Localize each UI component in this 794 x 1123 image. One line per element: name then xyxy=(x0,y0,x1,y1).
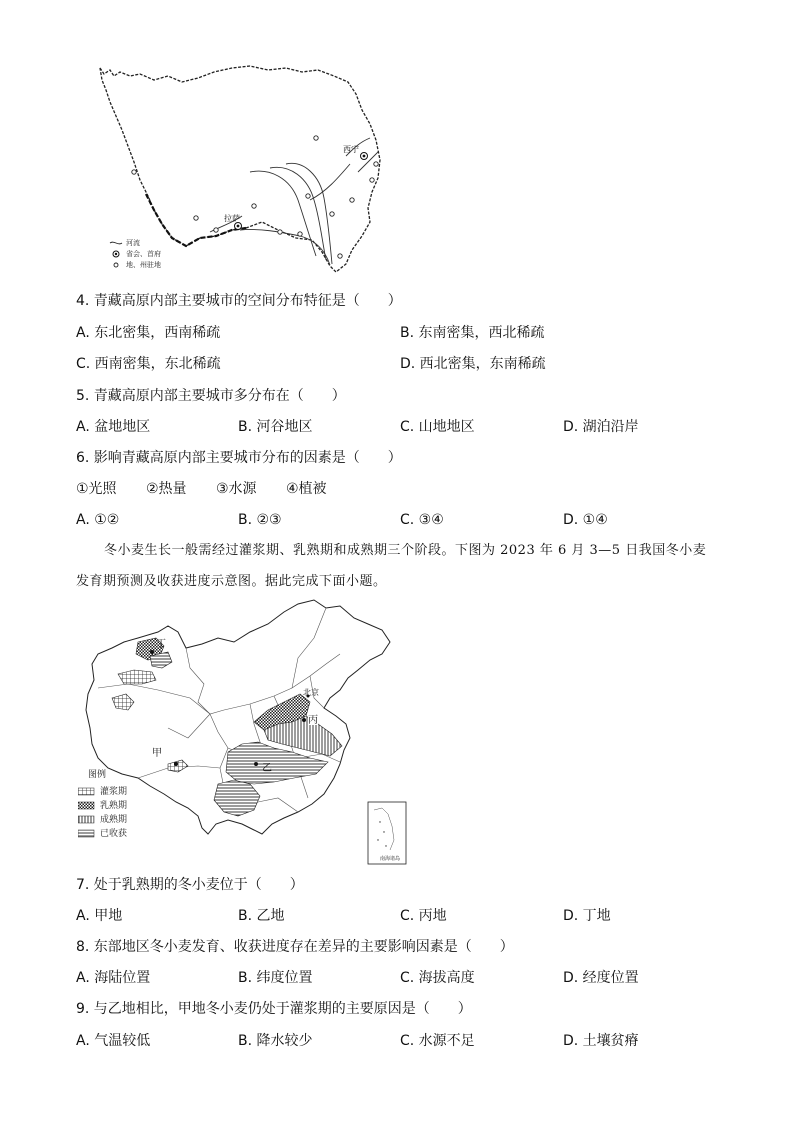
passage-line-2: 发育期预测及收获进度示意图。据此完成下面小题。 xyxy=(76,574,387,589)
map-label-bing: 丙 xyxy=(308,715,318,726)
q5-option-c[interactable]: C. 山地地区 xyxy=(400,419,475,435)
question-6-stem: 6. 影响青藏高原内部主要城市分布的因素是（ ） xyxy=(76,450,402,466)
question-7-stem: 7. 处于乳熟期的冬小麦位于（ ） xyxy=(76,877,304,893)
q6-factor-3: ③水源 xyxy=(216,481,257,497)
legend-prefecture: 地、州驻地 xyxy=(126,261,161,269)
q4-option-b[interactable]: B. 东南密集，西北稀疏 xyxy=(400,325,545,341)
legend-harvested: 已收获 xyxy=(100,829,128,839)
dot-bing xyxy=(302,718,306,722)
legend-guanjiang: 灌浆期 xyxy=(100,787,128,797)
q6-option-c[interactable]: C. ③④ xyxy=(400,512,444,528)
question-5-stem: 5. 青藏高原内部主要城市多分布在（ ） xyxy=(76,388,346,404)
plateau-outline xyxy=(100,66,380,272)
q5-option-b[interactable]: B. 河谷地区 xyxy=(238,419,313,435)
q6-option-a[interactable]: A. ①② xyxy=(76,512,120,528)
q4-option-a[interactable]: A. 东北密集，西南稀疏 xyxy=(76,325,221,341)
q8-option-c[interactable]: C. 海拔高度 xyxy=(400,970,475,986)
q6-factor-4: ④植被 xyxy=(286,481,327,497)
q8-option-d[interactable]: D. 经度位置 xyxy=(563,970,639,986)
tibet-plateau-map xyxy=(90,60,400,280)
map-label-jia: 甲 xyxy=(152,748,162,759)
china-wheat-map-svg xyxy=(78,598,418,866)
question-9-stem: 9. 与乙地相比，甲地冬小麦仍处于灌浆期的主要原因是（ ） xyxy=(76,1001,472,1017)
q7-option-c[interactable]: C. 丙地 xyxy=(400,908,447,924)
legend-chengshu: 成熟期 xyxy=(100,815,128,825)
map-label-ding: 丁 xyxy=(156,639,166,650)
dot-jia xyxy=(174,762,178,766)
city-label-xining: 西宁 xyxy=(343,145,359,154)
q8-option-a[interactable]: A. 海陆位置 xyxy=(76,970,151,986)
dot-ding xyxy=(150,650,154,654)
dot-yi xyxy=(254,762,258,766)
q9-option-b[interactable]: B. 降水较少 xyxy=(238,1033,313,1049)
map-label-beijing: 北京 xyxy=(303,688,319,697)
q4-option-d[interactable]: D. 西北密集，东南稀疏 xyxy=(400,356,546,372)
legend-rushu: 乳熟期 xyxy=(100,801,128,811)
passage-line-1: 冬小麦生长一般需经过灌浆期、乳熟期和成熟期三个阶段。下图为 2023 年 6 月 3—5 日我国冬小麦 xyxy=(104,543,707,558)
question-8-stem: 8. 东部地区冬小麦发育、收获进度存在差异的主要影响因素是（ ） xyxy=(76,939,514,955)
china-wheat-map xyxy=(78,598,418,866)
tibet-plateau-map-svg xyxy=(90,60,400,280)
map-label-yi: 乙 xyxy=(262,763,272,774)
prefecture-dots xyxy=(132,136,378,258)
q9-option-a[interactable]: A. 气温较低 xyxy=(76,1033,151,1049)
legend-capital: 省会、首府 xyxy=(126,250,161,258)
q6-option-d[interactable]: D. ①④ xyxy=(563,512,608,528)
inset-label: 南海诸岛 xyxy=(380,856,401,862)
q7-option-a[interactable]: A. 甲地 xyxy=(76,908,123,924)
question-4-stem: 4. 青藏高原内部主要城市的空间分布特征是（ ） xyxy=(76,293,402,309)
q7-option-d[interactable]: D. 丁地 xyxy=(563,908,611,924)
q6-option-b[interactable]: B. ②③ xyxy=(238,512,282,528)
q9-option-d[interactable]: D. 土壤贫瘠 xyxy=(563,1033,639,1049)
q6-factor-1: ①光照 xyxy=(76,481,117,497)
capital-dots xyxy=(235,153,368,230)
q5-option-d[interactable]: D. 湖泊沿岸 xyxy=(563,419,639,435)
legend-title: 图例 xyxy=(88,770,107,780)
q4-option-c[interactable]: C. 西南密集，东北稀疏 xyxy=(76,356,221,372)
q5-option-a[interactable]: A. 盆地地区 xyxy=(76,419,151,435)
q8-option-b[interactable]: B. 纬度位置 xyxy=(238,970,313,986)
q9-option-c[interactable]: C. 水源不足 xyxy=(400,1033,475,1049)
legend-river: 河流 xyxy=(126,239,140,247)
city-label-lhasa: 拉萨 xyxy=(224,214,240,223)
q6-factor-2: ②热量 xyxy=(146,481,187,497)
q7-option-b[interactable]: B. 乙地 xyxy=(238,908,285,924)
